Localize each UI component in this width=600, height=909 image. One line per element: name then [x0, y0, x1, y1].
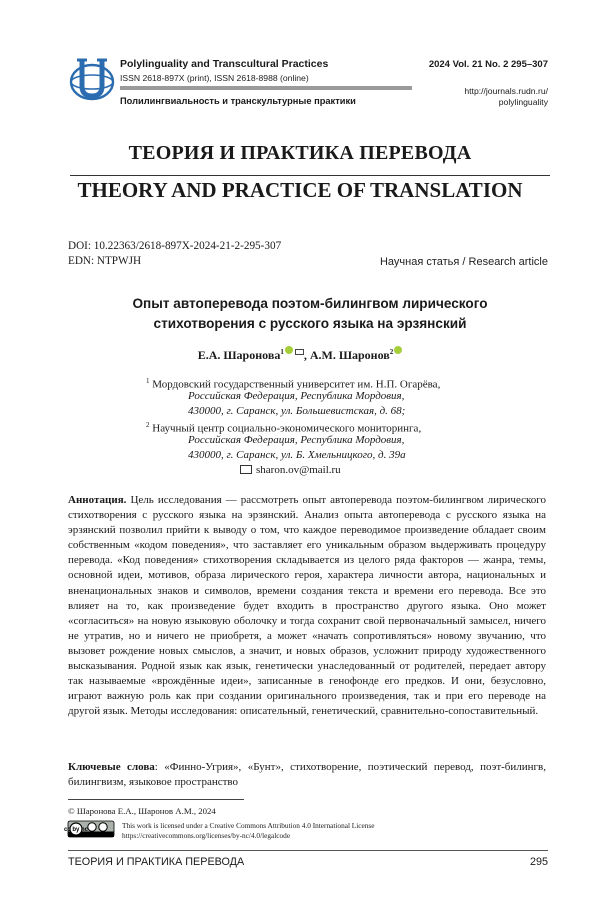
author-2: А.М. Шаронов	[309, 348, 390, 362]
affiliation-1-sup: 1	[146, 377, 150, 385]
journal-url-line1[interactable]: http://journals.rudn.ru/	[464, 86, 548, 96]
authors-line	[0, 346, 600, 363]
article-title-line2: стихотворения с русского языка на эрзянский	[153, 316, 467, 331]
affiliation-2-line3: 430000, г. Саранск, ул. Б. Хмельницкого, д. 39а	[188, 449, 406, 461]
affiliation-2-sup: 2	[146, 421, 150, 429]
license-text: This work is licensed under a Creative Commons Attribution 4.0 International License	[122, 821, 375, 830]
orcid-icon[interactable]	[394, 346, 402, 354]
page-footer-divider	[68, 850, 548, 851]
header-divider	[120, 86, 412, 90]
author-1: Е.А. Шаронова	[197, 348, 281, 362]
section-title-en: THEORY AND PRACTICE OF TRANSLATION	[77, 178, 523, 202]
section-divider	[70, 175, 550, 176]
article-title	[80, 294, 540, 334]
license-url[interactable]: https://creativecommons.org/licenses/by-nc/4.0/legalcode	[122, 831, 291, 840]
running-title: ТЕОРИЯ И ПРАКТИКА ПЕРЕВОДА	[68, 856, 245, 868]
envelope-icon	[295, 349, 304, 355]
affiliation-2-line2: Российская Федерация, Республика Мордовия,	[188, 434, 405, 446]
keywords	[68, 760, 546, 790]
orcid-icon[interactable]	[285, 346, 293, 354]
keywords-label: Ключевые слова	[68, 761, 155, 773]
cc-by-nc-badge-icon[interactable]	[63, 821, 114, 837]
footnote-divider	[68, 799, 244, 800]
cc-badge-text: cc by nc	[63, 827, 89, 834]
author-2-affil-sup: 2	[389, 348, 394, 356]
rudn-globe-logo-icon	[68, 56, 116, 102]
author-1-affil-sup: 1	[280, 348, 284, 356]
issn-line: ISSN 2618-897X (print), ISSN 2618-8988 (online)	[120, 73, 309, 83]
envelope-icon	[240, 465, 252, 474]
edn-line: EDN: NTPWJH	[68, 255, 142, 267]
volume-line: 2024 Vol. 21 No. 2 295–307	[428, 59, 548, 70]
section-title-ru: ТЕОРИЯ И ПРАКТИКА ПЕРЕВОДА	[128, 142, 472, 164]
article-type-label: Научная статья / Research article	[379, 256, 548, 268]
page-number: 295	[529, 856, 548, 868]
author-separator: ,	[303, 348, 307, 362]
email-link[interactable]: sharon.ov@mail.ru	[256, 464, 341, 476]
doi-line[interactable]: DOI: 10.22363/2618-897X-2024-21-2-295-307	[68, 240, 282, 252]
article-title-line1: Опыт автоперевода поэтом-билингвом лирического	[132, 296, 488, 311]
affiliation-1-line2: Российская Федерация, Республика Мордовия,	[188, 390, 405, 402]
journal-title-en: Polylinguality and Transcultural Practices	[120, 58, 329, 70]
journal-url-line2[interactable]: polylinguality	[498, 97, 548, 107]
journal-title-ru: Полилингвиальность и транскультурные практики	[120, 96, 356, 106]
journal-url[interactable]	[464, 86, 548, 108]
keywords-text: : «Финно-Угрия», «Бунт», стихотворение, поэтический перевод, поэт-билингв, билингвизм, языковое пространство	[68, 761, 546, 788]
affiliation-1-org: Мордовский государственный университет им. Н.П. Огарёва,	[152, 378, 441, 391]
abstract-text: Цель исследования — рассмотреть опыт автоперевода поэтом-билингвом лирического стихотворения с русского языка на эрзянский. Анализ опыта автоперевода с русского языка на эрзянский позволил прийти к выводу о том, что каждое переводимое произведение обладает своим собственным «кодом поведения», что заставляет его уникальным образом выдерживать процедуру перевода. «Код поведения» стихотворения складывается из целого ряда факторов — жанра, темы, основной идеи, мотивов, образа лирического героя, характера личности автора, национальных и вненациональных знаков и символов, времени создания текста и времени его перевода. Все это влияет на то, как произведение будет входить в пространство другого языка. Оно может «согласиться» на новую языковую оболочку и тогда сохранит свой первоначальный замысел, ничего не утратив, но и ничего не приобретя, а может «начать сопротивляться» новому звучанию, что вызовет рождение новых смыслов, а значит, и новых образов, усложнит природу художественного высказывания. Родной язык как язык, генетически унаследованный от родителей, передает автору так называемые «врождённые идеи», записанные в генофонде его предков. И они, безусловно, играют важную роль как при создании оригинального произведения, так и при его переводе на другой язык. Методы исследования: описательный, генетический, сравнительно-сопоставительный.	[68, 494, 547, 718]
affiliation-1-line3: 430000, г. Саранск, ул. Большевистская, д. 68;	[188, 405, 406, 417]
copyright-line: © Шаронова Е.А., Шаронов А.М., 2024	[68, 806, 216, 816]
abstract-label: Аннотация.	[68, 494, 127, 506]
email-row	[240, 463, 341, 478]
affiliation-2-org: Научный центр социально-экономического мониторинга,	[152, 422, 422, 435]
abstract	[68, 493, 546, 719]
